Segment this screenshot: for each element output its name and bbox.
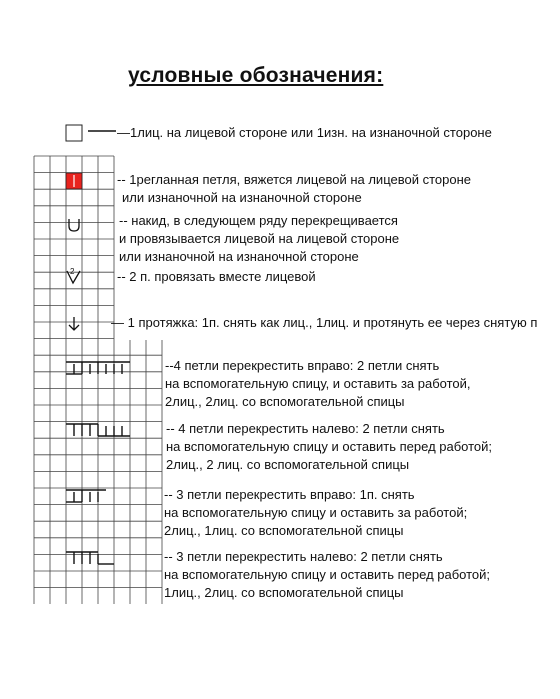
legend-8-line-3: 2лиц., 1лиц. со вспомогательной спицы xyxy=(164,523,404,538)
legend-3-line-2: и провязывается лицевой на лицевой стороне xyxy=(119,231,400,246)
cable-3-left-symbol xyxy=(66,552,114,564)
legend-8-line-2: на вспомогательную спицу и оставить за работой; xyxy=(164,505,468,520)
legend-2-line-2: или изнаночной на изнаночной стороне xyxy=(122,190,362,205)
empty-square-symbol xyxy=(66,125,82,141)
legend-6-line-2: на вспомогательную спицу, и оставить за работой, xyxy=(165,376,471,391)
legend-9-line-2: на вспомогательную спицу и оставить перед работой; xyxy=(164,567,491,582)
legend-6-line-3: 2лиц., 2лиц. со вспомогательной спицы xyxy=(165,394,405,409)
legend-5-line-1: — 1 протяжка: 1п. снять как лиц., 1лиц. и протянуть ее через снятую п xyxy=(111,315,538,330)
legend-3-line-1: -- накид, в следующем ряду перекрещивается xyxy=(119,213,398,228)
legend-9-line-1: -- 3 петли перекрестить налево: 2 петли снять xyxy=(164,549,443,564)
legend-8-line-1: -- 3 петли перекрестить вправо: 1п. снять xyxy=(164,487,415,502)
cable-4-left-symbol xyxy=(66,424,130,436)
legend-7-line-3: 2лиц., 2 лиц. со вспомогательной спицы xyxy=(166,457,410,472)
slip-pass-symbol xyxy=(69,317,79,330)
legend-title: условные обозначения: xyxy=(128,64,384,87)
yarn-over-symbol xyxy=(69,219,79,231)
legend-9-line-3: 1лиц., 2лиц. со вспомогательной спицы xyxy=(164,585,404,600)
cable-4-right-symbol xyxy=(66,362,130,374)
legend-7-line-2: на вспомогательную спицу и оставить перед работой; xyxy=(166,439,493,454)
legend-3-line-3: или изнаночной на изнаночной стороне xyxy=(119,249,359,264)
legend-4-line-1: -- 2 п. провязать вместе лицевой xyxy=(117,269,316,284)
legend-2-line-1: -- 1регланная петля, вяжется лицевой на лицевой стороне xyxy=(117,172,471,187)
k2tog-number: 2 xyxy=(70,267,75,276)
cable-3-right-symbol xyxy=(66,490,106,502)
legend-6-line-1: --4 петли перекрестить вправо: 2 петли снять xyxy=(165,358,440,373)
legend-7-line-1: -- 4 петли перекрестить налево: 2 петли снять xyxy=(166,421,445,436)
legend-1-line-1: —1лиц. на лицевой стороне или 1изн. на изнаночной стороне xyxy=(117,125,492,140)
